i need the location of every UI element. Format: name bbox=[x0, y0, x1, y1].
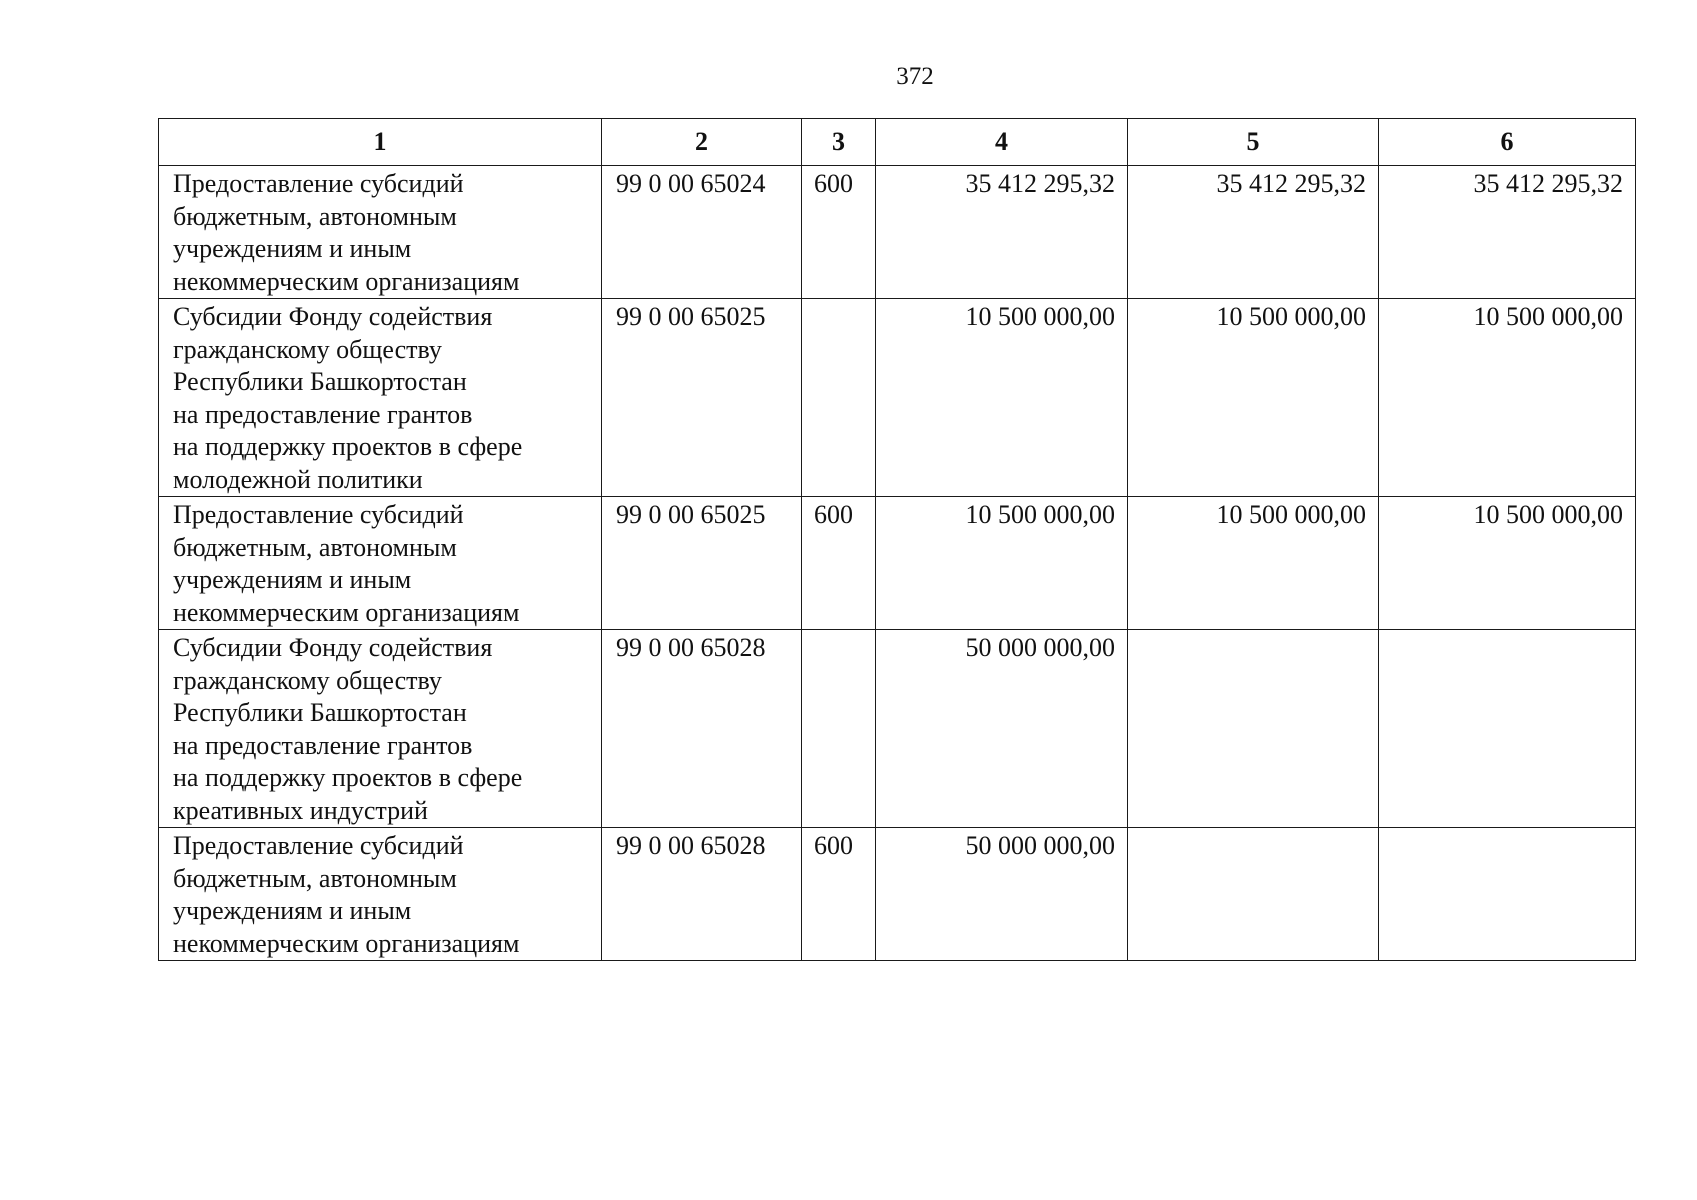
row-value-col4: 10 500 000,00 bbox=[876, 497, 1128, 630]
row-value-col5: 10 500 000,00 bbox=[1128, 299, 1379, 497]
row-value-col6: 10 500 000,00 bbox=[1379, 497, 1636, 630]
table-row bbox=[159, 299, 1636, 497]
row-value-col4: 35 412 295,32 bbox=[876, 166, 1128, 299]
table-row bbox=[159, 497, 1636, 630]
row-name-cell bbox=[159, 299, 602, 497]
row-value-col5: 35 412 295,32 bbox=[1128, 166, 1379, 299]
row-name-line: Субсидии Фонду содействия bbox=[173, 633, 493, 662]
row-value-col5 bbox=[1128, 828, 1379, 961]
table-row bbox=[159, 828, 1636, 961]
row-name-cell bbox=[159, 828, 602, 961]
row-code-cell: 99 0 00 65025 bbox=[602, 497, 802, 630]
row-code-cell: 99 0 00 65028 bbox=[602, 630, 802, 828]
row-name-line: на предоставление грантов bbox=[173, 399, 473, 429]
table-row bbox=[159, 630, 1636, 828]
row-type-cell bbox=[802, 630, 876, 828]
row-code-cell: 99 0 00 65028 bbox=[602, 828, 802, 961]
row-code-cell: 99 0 00 65024 bbox=[602, 166, 802, 299]
table-header-row bbox=[159, 119, 1636, 166]
row-name-line: некоммерческим организациям bbox=[173, 928, 520, 958]
row-name-line: бюджетным, автономным bbox=[173, 201, 457, 231]
row-name-line: Предоставление субсидий bbox=[173, 831, 464, 860]
row-type-cell: 600 bbox=[802, 497, 876, 630]
row-value-col5: 10 500 000,00 bbox=[1128, 497, 1379, 630]
column-header: 6 bbox=[1379, 119, 1636, 166]
row-value-col4: 10 500 000,00 bbox=[876, 299, 1128, 497]
page-number: 372 bbox=[896, 63, 934, 90]
table-row bbox=[159, 166, 1636, 299]
row-name-cell bbox=[159, 166, 602, 299]
row-name-line: на предоставление грантов bbox=[173, 730, 473, 760]
row-name-line: некоммерческим организациям bbox=[173, 597, 520, 627]
row-value-col6: 10 500 000,00 bbox=[1379, 299, 1636, 497]
row-name-line: бюджетным, автономным bbox=[173, 532, 457, 562]
row-name-line: Предоставление субсидий bbox=[173, 169, 464, 198]
row-type-cell: 600 bbox=[802, 166, 876, 299]
budget-table bbox=[158, 118, 1636, 961]
row-name-line: учреждениям и иным bbox=[173, 565, 412, 594]
row-name-line: гражданскому обществу bbox=[173, 334, 442, 364]
row-name-line: Субсидии Фонду содействия bbox=[173, 302, 493, 331]
column-header: 2 bbox=[602, 119, 802, 166]
row-name-line: Предоставление субсидий bbox=[173, 500, 464, 529]
row-value-col6 bbox=[1379, 630, 1636, 828]
row-value-col4: 50 000 000,00 bbox=[876, 630, 1128, 828]
row-code-cell: 99 0 00 65025 bbox=[602, 299, 802, 497]
row-type-cell bbox=[802, 299, 876, 497]
row-name-line: на поддержку проектов в сфере bbox=[173, 763, 523, 792]
row-value-col5 bbox=[1128, 630, 1379, 828]
row-name-cell bbox=[159, 497, 602, 630]
row-name-line: Республики Башкортостан bbox=[173, 698, 467, 727]
row-value-col6 bbox=[1379, 828, 1636, 961]
row-value-col4: 50 000 000,00 bbox=[876, 828, 1128, 961]
row-name-line: некоммерческим организациям bbox=[173, 266, 520, 296]
row-name-cell bbox=[159, 630, 602, 828]
row-name-line: на поддержку проектов в сфере bbox=[173, 432, 523, 461]
row-name-line: учреждениям и иным bbox=[173, 234, 412, 263]
row-name-line: молодежной политики bbox=[173, 464, 423, 494]
column-header: 4 bbox=[876, 119, 1128, 166]
column-header: 1 bbox=[159, 119, 602, 166]
row-type-cell: 600 bbox=[802, 828, 876, 961]
column-header: 3 bbox=[802, 119, 876, 166]
row-name-line: бюджетным, автономным bbox=[173, 863, 457, 893]
row-name-line: креативных индустрий bbox=[173, 795, 428, 825]
row-value-col6: 35 412 295,32 bbox=[1379, 166, 1636, 299]
row-name-line: Республики Башкортостан bbox=[173, 367, 467, 396]
row-name-line: учреждениям и иным bbox=[173, 896, 412, 925]
column-header: 5 bbox=[1128, 119, 1379, 166]
row-name-line: гражданскому обществу bbox=[173, 665, 442, 695]
